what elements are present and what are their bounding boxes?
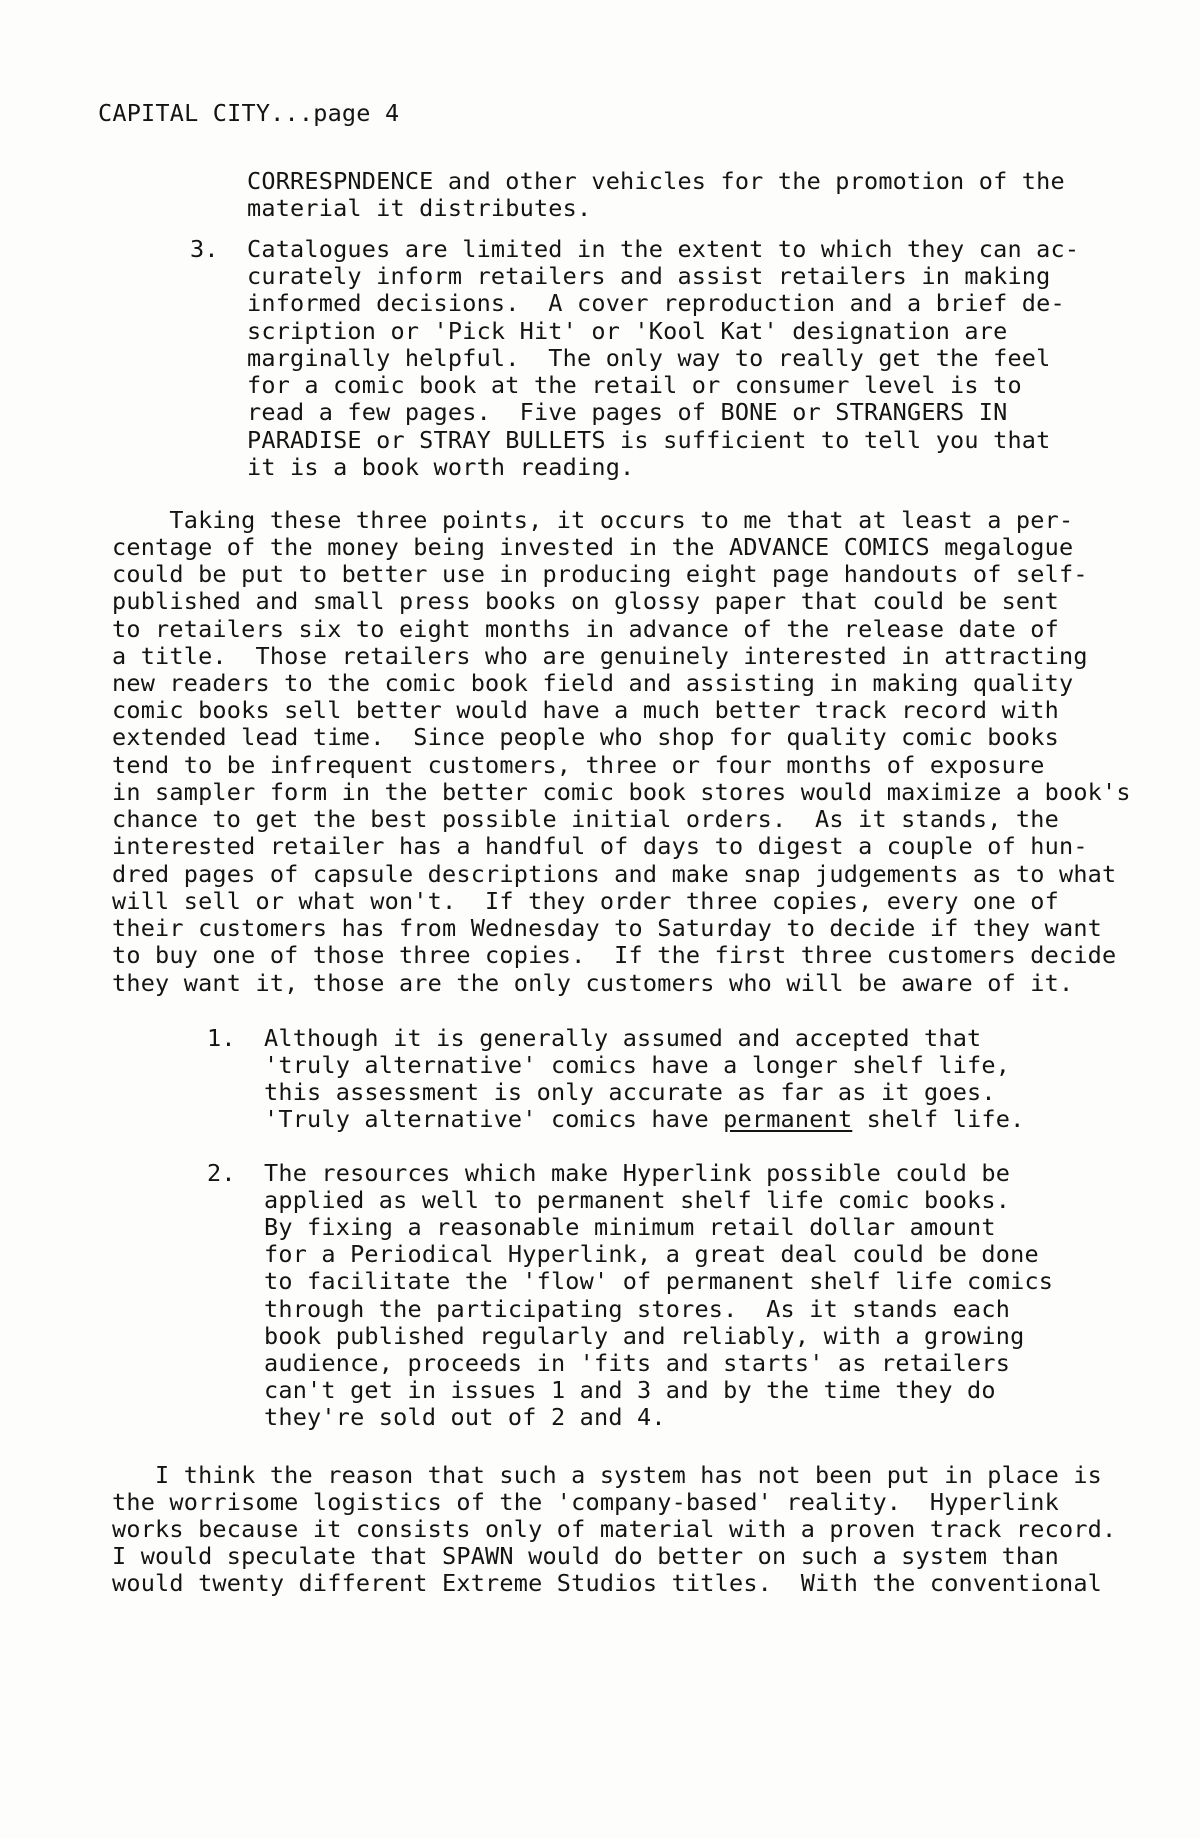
item-1-line: Although it is generally assumed and accepted that bbox=[264, 1024, 982, 1052]
point-3-line: it is a book worth reading. bbox=[247, 453, 635, 481]
point-3-line: marginally helpful. The only way to really get the feel bbox=[247, 344, 1051, 372]
intro-line: CORRESPNDENCE and other vehicles for the promotion of the bbox=[247, 167, 1065, 195]
paragraph-1-line: interested retailer has a handful of days to digest a couple of hun- bbox=[112, 832, 1088, 860]
item-2-line: they're sold out of 2 and 4. bbox=[264, 1403, 666, 1431]
item-1-number: 1. bbox=[207, 1024, 236, 1052]
point-3-line: for a comic book at the retail or consumer level is to bbox=[247, 371, 1022, 399]
item-2-line: through the participating stores. As it stands each bbox=[264, 1295, 1011, 1323]
item-2-line: applied as well to permanent shelf life comic books. bbox=[264, 1186, 1011, 1214]
item-1-line: this assessment is only accurate as far as it goes. bbox=[264, 1078, 996, 1106]
paragraph-1-line: could be put to better use in producing eight page handouts of self- bbox=[112, 560, 1088, 588]
point-3-line: Catalogues are limited in the extent to which they can ac- bbox=[247, 235, 1080, 263]
point-3-line: PARADISE or STRAY BULLETS is sufficient to tell you that bbox=[247, 426, 1051, 454]
paragraph-1-line: dred pages of capsule descriptions and make snap judgements as to what bbox=[112, 860, 1117, 888]
point-3-line: curately inform retailers and assist retailers in making bbox=[247, 262, 1051, 290]
item-2-line: book published regularly and reliably, with a growing bbox=[264, 1322, 1025, 1350]
paragraph-1-line: chance to get the best possible initial orders. As it stands, the bbox=[112, 805, 1059, 833]
paragraph-1-line: in sampler form in the better comic book stores would maximize a book's bbox=[112, 778, 1131, 806]
item-2-line: The resources which make Hyperlink possible could be bbox=[264, 1159, 1011, 1187]
paragraph-1-line: tend to be infrequent customers, three or four months of exposure bbox=[112, 751, 1045, 779]
paragraph-1-line: to buy one of those three copies. If the first three customers decide bbox=[112, 941, 1117, 969]
intro-line: material it distributes. bbox=[247, 194, 592, 222]
item-2-line: audience, proceeds in 'fits and starts' as retailers bbox=[264, 1349, 1011, 1377]
point-3-line: informed decisions. A cover reproduction and a brief de- bbox=[247, 289, 1065, 317]
paragraph-2-line: I think the reason that such a system has not been put in place is bbox=[112, 1461, 1103, 1489]
paragraph-1-line: new readers to the comic book field and assisting in making quality bbox=[112, 669, 1074, 697]
item-1-last-line bbox=[264, 1106, 1024, 1133]
paragraph-2-line: works because it consists only of material with a proven track record. bbox=[112, 1515, 1117, 1543]
item-1-underlined-word: permanent bbox=[723, 1105, 853, 1133]
page-header: CAPITAL CITY...page 4 bbox=[98, 99, 400, 127]
paragraph-1-line: to retailers six to eight months in advance of the release date of bbox=[112, 615, 1059, 643]
paragraph-1-line: Taking these three points, it occurs to me that at least a per- bbox=[112, 506, 1074, 534]
paragraph-2-line: I would speculate that SPAWN would do better on such a system than bbox=[112, 1542, 1059, 1570]
paragraph-1-line: centage of the money being invested in the ADVANCE COMICS megalogue bbox=[112, 533, 1074, 561]
item-2-line: By fixing a reasonable minimum retail dollar amount bbox=[264, 1213, 996, 1241]
point-3-number: 3. bbox=[190, 235, 219, 263]
paragraph-2-line: would twenty different Extreme Studios titles. With the conventional bbox=[112, 1569, 1103, 1597]
point-3-line: scription or 'Pick Hit' or 'Kool Kat' designation are bbox=[247, 317, 1008, 345]
paragraph-1-line: their customers has from Wednesday to Saturday to decide if they want bbox=[112, 914, 1103, 942]
item-2-number: 2. bbox=[207, 1159, 236, 1187]
paragraph-1-line: comic books sell better would have a much better track record with bbox=[112, 696, 1059, 724]
item-1-line: 'truly alternative' comics have a longer shelf life, bbox=[264, 1051, 1011, 1079]
item-2-line: to facilitate the 'flow' of permanent shelf life comics bbox=[264, 1267, 1054, 1295]
item-2-line: can't get in issues 1 and 3 and by the time they do bbox=[264, 1376, 996, 1404]
paragraph-1-line: will sell or what won't. If they order three copies, every one of bbox=[112, 887, 1059, 915]
paragraph-1-line: they want it, those are the only customers who will be aware of it. bbox=[112, 969, 1074, 997]
item-1-text-pre: 'Truly alternative' comics have bbox=[264, 1105, 724, 1133]
point-3-line: read a few pages. Five pages of BONE or STRANGERS IN bbox=[247, 398, 1008, 426]
item-2-line: for a Periodical Hyperlink, a great deal could be done bbox=[264, 1240, 1039, 1268]
item-1-text-post: shelf life. bbox=[852, 1105, 1025, 1133]
paragraph-2-line: the worrisome logistics of the 'company-based' reality. Hyperlink bbox=[112, 1488, 1059, 1516]
paragraph-1-line: a title. Those retailers who are genuinely interested in attracting bbox=[112, 642, 1088, 670]
paragraph-1-line: published and small press books on glossy paper that could be sent bbox=[112, 587, 1059, 615]
paragraph-1-line: extended lead time. Since people who shop for quality comic books bbox=[112, 723, 1059, 751]
